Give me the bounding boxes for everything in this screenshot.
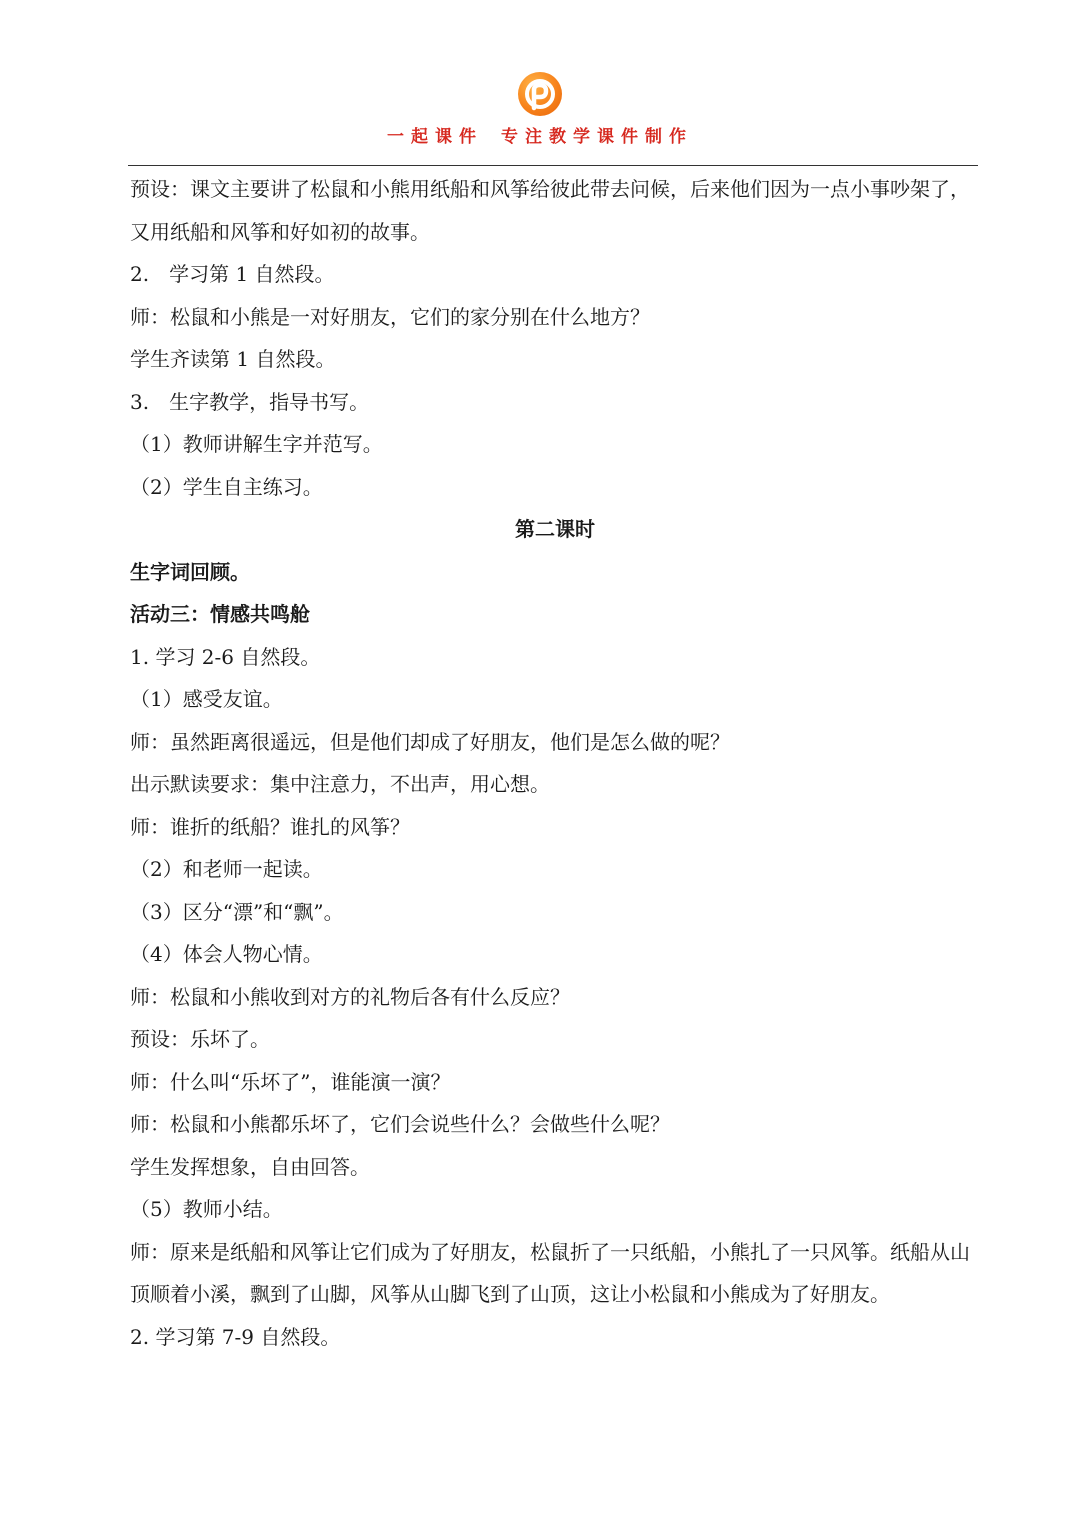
sub-item-2: （2）学生自主练习。: [130, 474, 323, 499]
teacher-line: 师：松鼠和小熊收到对方的礼物后各有什么反应？: [130, 984, 570, 1009]
sub-item-1: （1）教师讲解生字并范写。: [130, 432, 383, 456]
activity-three-heading: 活动三：情感共鸣舱: [130, 602, 310, 626]
header-divider: [128, 165, 978, 166]
sub-item-1: （1）感受友谊。: [130, 687, 283, 711]
review-heading: 生字词回顾。: [130, 559, 250, 584]
student-line: 学生发挥想象，自由回答。: [130, 1154, 370, 1179]
sub-item-5: （5）教师小结。: [130, 1197, 283, 1221]
teacher-line: 师：松鼠和小熊是一对好朋友，它们的家分别在什么地方？: [130, 304, 650, 329]
step-1-heading: 1. 学习 2-6 自然段。: [130, 644, 321, 669]
brand-name: 一起课件: [387, 127, 483, 147]
brand-slogan: 专注教学课件制作: [501, 127, 693, 147]
reading-requirement: 出示默读要求：集中注意力，不出声，用心想。: [130, 772, 550, 796]
step-3-heading: 3. 生字教学，指导书写。: [130, 389, 370, 414]
section-title-second-lesson: 第二课时: [515, 517, 595, 541]
paragraph-preset-summary: 预设：课文主要讲了松鼠和小熊用纸船和风筝给彼此带去问候，后来他们因为一点小事吵架了，又用纸船和风筝和好如初的故事。: [130, 177, 970, 244]
teacher-line: 师：松鼠和小熊都乐坏了，它们会说些什么？会做些什么呢？: [130, 1112, 670, 1136]
student-line: 学生齐读第 1 自然段。: [130, 347, 336, 371]
sub-item-4: （4）体会人物心情。: [130, 942, 323, 966]
teacher-line: 师：什么叫“乐坏了”，谁能演一演？: [130, 1069, 451, 1094]
sub-item-2: （2）和老师一起读。: [130, 857, 323, 881]
header-tagline: [0, 122, 1080, 147]
document-body: [130, 168, 980, 1358]
teacher-summary: 师：原来是纸船和风筝让它们成为了好朋友，松鼠折了一只纸船，小熊扎了一只风筝。纸船从山顶顺着小溪，飘到了山脚，风筝从山脚飞到了山顶，这让小松鼠和小熊成为了好朋友。: [130, 1239, 970, 1306]
step-2-heading: 2. 学习第 7-9 自然段。: [130, 1324, 341, 1349]
page-header: [0, 72, 1080, 147]
teacher-line: 师：虽然距离很遥远，但是他们却成了好朋友，他们是怎么做的呢？: [130, 729, 730, 754]
sub-item-3: （3）区分“漂”和“飘”。: [130, 899, 344, 924]
preset-line: 预设：乐坏了。: [130, 1027, 270, 1051]
step-2-heading: 2. 学习第 1 自然段。: [130, 262, 335, 286]
p-logo-icon: [518, 72, 562, 116]
teacher-line: 师：谁折的纸船？谁扎的风筝？: [130, 814, 410, 839]
